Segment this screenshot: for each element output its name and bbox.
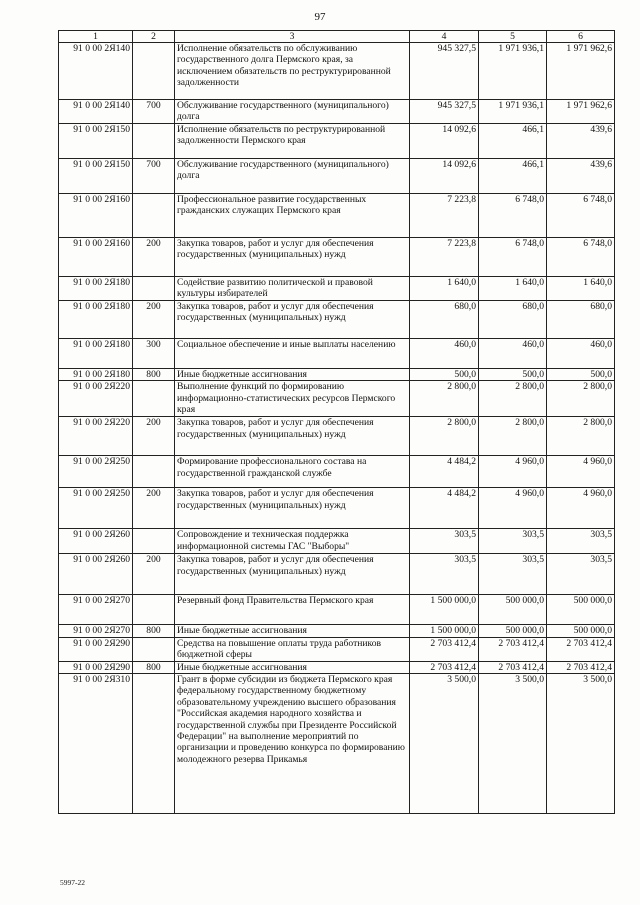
- cell-name: Закупка товаров, работ и услуг для обеспечения государственных (муниципальных) нужд: [175, 300, 410, 338]
- column-header: 2: [133, 31, 175, 43]
- table-row: [59, 124, 615, 159]
- cell-name: Закупка товаров, работ и услуг для обеспечения государственных (муниципальных) нужд: [175, 417, 410, 456]
- cell-code: 91 0 00 2Я260: [59, 554, 133, 595]
- cell-amount-2: 2 800,0: [479, 381, 547, 417]
- table-row: [59, 100, 615, 124]
- cell-expense-type: [133, 595, 175, 625]
- cell-code: 91 0 00 2Я220: [59, 381, 133, 417]
- table-row: [59, 637, 615, 661]
- cell-code: 91 0 00 2Я160: [59, 194, 133, 238]
- cell-expense-type: 700: [133, 100, 175, 124]
- cell-amount-2: 303,5: [479, 554, 547, 595]
- cell-code: 91 0 00 2Я250: [59, 456, 133, 488]
- table-row: [59, 456, 615, 488]
- table-row: [59, 661, 615, 673]
- column-header: 4: [410, 31, 479, 43]
- table-row: [59, 417, 615, 456]
- table-row: [59, 159, 615, 194]
- cell-expense-type: [133, 194, 175, 238]
- column-header: 3: [175, 31, 410, 43]
- table-row: [59, 625, 615, 637]
- cell-amount-2: 3 500,0: [479, 674, 547, 814]
- cell-name: Иные бюджетные ассигнования: [175, 625, 410, 637]
- cell-amount-1: 945 327,5: [410, 43, 479, 100]
- page-number: 97: [314, 11, 326, 23]
- budget-table: [58, 30, 615, 814]
- cell-amount-3: 6 748,0: [547, 238, 615, 277]
- cell-amount-2: 6 748,0: [479, 194, 547, 238]
- cell-amount-2: 466,1: [479, 159, 547, 194]
- cell-name: Закупка товаров, работ и услуг для обеспечения государственных (муниципальных) нужд: [175, 488, 410, 529]
- cell-expense-type: 200: [133, 300, 175, 338]
- table-row: [59, 43, 615, 100]
- cell-expense-type: 800: [133, 368, 175, 380]
- cell-amount-2: 460,0: [479, 338, 547, 368]
- cell-code: 91 0 00 2Я290: [59, 661, 133, 673]
- cell-expense-type: [133, 637, 175, 661]
- table-row: [59, 674, 615, 814]
- cell-amount-2: 1 971 936,1: [479, 43, 547, 100]
- cell-amount-2: 466,1: [479, 124, 547, 159]
- header-row: [59, 31, 615, 43]
- cell-amount-3: 500 000,0: [547, 625, 615, 637]
- cell-amount-3: 303,5: [547, 554, 615, 595]
- cell-amount-2: 4 960,0: [479, 488, 547, 529]
- cell-amount-1: 1 640,0: [410, 277, 479, 301]
- cell-name: Резервный фонд Правительства Пермского края: [175, 595, 410, 625]
- cell-amount-2: 6 748,0: [479, 238, 547, 277]
- cell-name: Сопровождение и техническая поддержка информационной системы ГАС "Выборы": [175, 529, 410, 554]
- cell-amount-3: 3 500,0: [547, 674, 615, 814]
- cell-amount-1: 4 484,2: [410, 488, 479, 529]
- cell-amount-1: 1 500 000,0: [410, 625, 479, 637]
- cell-amount-1: 2 800,0: [410, 417, 479, 456]
- table-row: [59, 488, 615, 529]
- cell-code: 91 0 00 2Я150: [59, 159, 133, 194]
- cell-expense-type: 700: [133, 159, 175, 194]
- cell-amount-3: 439,6: [547, 124, 615, 159]
- cell-name: Профессиональное развитие государственных гражданских служащих Пермского края: [175, 194, 410, 238]
- cell-expense-type: [133, 381, 175, 417]
- cell-name: Исполнение обязательств по реструктурированной задолженности Пермского края: [175, 124, 410, 159]
- cell-name: Исполнение обязательств по обслуживанию государственного долга Пермского края, за исключением обязательств по реструктурированной задолженности: [175, 43, 410, 100]
- table-row: [59, 194, 615, 238]
- cell-amount-2: 500 000,0: [479, 625, 547, 637]
- cell-amount-3: 4 960,0: [547, 456, 615, 488]
- cell-code: 91 0 00 2Я180: [59, 338, 133, 368]
- cell-expense-type: 200: [133, 417, 175, 456]
- cell-amount-1: 1 500 000,0: [410, 595, 479, 625]
- cell-code: 91 0 00 2Я310: [59, 674, 133, 814]
- cell-amount-1: 460,0: [410, 338, 479, 368]
- cell-expense-type: [133, 529, 175, 554]
- cell-amount-1: 7 223,8: [410, 238, 479, 277]
- cell-amount-3: 1 640,0: [547, 277, 615, 301]
- table-row: [59, 529, 615, 554]
- cell-name: Иные бюджетные ассигнования: [175, 368, 410, 380]
- cell-amount-3: 500 000,0: [547, 595, 615, 625]
- column-header: 5: [479, 31, 547, 43]
- cell-amount-3: 439,6: [547, 159, 615, 194]
- cell-amount-2: 500 000,0: [479, 595, 547, 625]
- cell-name: Обслуживание государственного (муниципального) долга: [175, 159, 410, 194]
- cell-code: 91 0 00 2Я140: [59, 43, 133, 100]
- column-header: 1: [59, 31, 133, 43]
- cell-code: 91 0 00 2Я160: [59, 238, 133, 277]
- cell-amount-2: 1 971 936,1: [479, 100, 547, 124]
- cell-code: 91 0 00 2Я150: [59, 124, 133, 159]
- cell-amount-1: 2 800,0: [410, 381, 479, 417]
- table-row: [59, 381, 615, 417]
- cell-amount-3: 303,5: [547, 529, 615, 554]
- cell-name: Закупка товаров, работ и услуг для обеспечения государственных (муниципальных) нужд: [175, 238, 410, 277]
- cell-name: Формирование профессионального состава на государственной гражданской службе: [175, 456, 410, 488]
- cell-amount-3: 1 971 962,6: [547, 100, 615, 124]
- cell-amount-1: 3 500,0: [410, 674, 479, 814]
- cell-amount-1: 14 092,6: [410, 124, 479, 159]
- cell-amount-1: 945 327,5: [410, 100, 479, 124]
- cell-amount-2: 2 800,0: [479, 417, 547, 456]
- cell-code: 91 0 00 2Я290: [59, 637, 133, 661]
- column-header: 6: [547, 31, 615, 43]
- cell-name: Грант в форме субсидии из бюджета Пермского края федеральному государственному бюджетному образовательному учреждению высшего образования "Российская академия народного хозяйства и государственной службы при Президенте Российской Федерации" на выполнение мероприятий по организации и проведению конкурса по формированию молодежного резерва Прикамья: [175, 674, 410, 814]
- cell-name: Иные бюджетные ассигнования: [175, 661, 410, 673]
- cell-amount-1: 14 092,6: [410, 159, 479, 194]
- table-row: [59, 277, 615, 301]
- cell-expense-type: [133, 456, 175, 488]
- cell-code: 91 0 00 2Я260: [59, 529, 133, 554]
- cell-expense-type: [133, 124, 175, 159]
- cell-amount-3: 2 703 412,4: [547, 637, 615, 661]
- cell-name: Средства на повышение оплаты труда работников бюджетной сферы: [175, 637, 410, 661]
- table-row: [59, 595, 615, 625]
- cell-amount-3: 500,0: [547, 368, 615, 380]
- cell-expense-type: 200: [133, 554, 175, 595]
- table-row: [59, 368, 615, 380]
- table-row: [59, 338, 615, 368]
- cell-amount-2: 2 703 412,4: [479, 661, 547, 673]
- cell-name: Обслуживание государственного (муниципального) долга: [175, 100, 410, 124]
- cell-amount-1: 7 223,8: [410, 194, 479, 238]
- footer-code: 5997-22: [60, 878, 85, 887]
- cell-amount-3: 680,0: [547, 300, 615, 338]
- cell-code: 91 0 00 2Я220: [59, 417, 133, 456]
- cell-amount-1: 680,0: [410, 300, 479, 338]
- cell-name: Закупка товаров, работ и услуг для обеспечения государственных (муниципальных) нужд: [175, 554, 410, 595]
- cell-name: Содействие развитию политической и правовой культуры избирателей: [175, 277, 410, 301]
- table-row: [59, 300, 615, 338]
- cell-amount-2: 4 960,0: [479, 456, 547, 488]
- cell-amount-1: 500,0: [410, 368, 479, 380]
- cell-expense-type: [133, 43, 175, 100]
- cell-code: 91 0 00 2Я140: [59, 100, 133, 124]
- cell-amount-3: 4 960,0: [547, 488, 615, 529]
- cell-expense-type: 200: [133, 238, 175, 277]
- cell-code: 91 0 00 2Я270: [59, 595, 133, 625]
- cell-code: 91 0 00 2Я250: [59, 488, 133, 529]
- table-row: [59, 554, 615, 595]
- cell-expense-type: [133, 277, 175, 301]
- cell-amount-3: 1 971 962,6: [547, 43, 615, 100]
- cell-name: Социальное обеспечение и иные выплаты населению: [175, 338, 410, 368]
- cell-amount-1: 303,5: [410, 529, 479, 554]
- cell-amount-2: 1 640,0: [479, 277, 547, 301]
- cell-code: 91 0 00 2Я270: [59, 625, 133, 637]
- cell-code: 91 0 00 2Я180: [59, 368, 133, 380]
- cell-code: 91 0 00 2Я180: [59, 300, 133, 338]
- cell-amount-1: 4 484,2: [410, 456, 479, 488]
- cell-amount-1: 2 703 412,4: [410, 637, 479, 661]
- table-row: [59, 238, 615, 277]
- table-header: [59, 31, 615, 43]
- cell-expense-type: [133, 674, 175, 814]
- cell-amount-2: 500,0: [479, 368, 547, 380]
- table-body: [59, 43, 615, 814]
- cell-amount-2: 680,0: [479, 300, 547, 338]
- cell-amount-2: 303,5: [479, 529, 547, 554]
- cell-expense-type: 200: [133, 488, 175, 529]
- cell-expense-type: 800: [133, 625, 175, 637]
- cell-amount-3: 460,0: [547, 338, 615, 368]
- cell-code: 91 0 00 2Я180: [59, 277, 133, 301]
- cell-name: Выполнение функций по формированию информационно-статистических ресурсов Пермского края: [175, 381, 410, 417]
- cell-amount-2: 2 703 412,4: [479, 637, 547, 661]
- cell-amount-3: 6 748,0: [547, 194, 615, 238]
- cell-amount-3: 2 800,0: [547, 417, 615, 456]
- cell-expense-type: 800: [133, 661, 175, 673]
- cell-amount-1: 303,5: [410, 554, 479, 595]
- cell-amount-1: 2 703 412,4: [410, 661, 479, 673]
- cell-amount-3: 2 800,0: [547, 381, 615, 417]
- cell-expense-type: 300: [133, 338, 175, 368]
- cell-amount-3: 2 703 412,4: [547, 661, 615, 673]
